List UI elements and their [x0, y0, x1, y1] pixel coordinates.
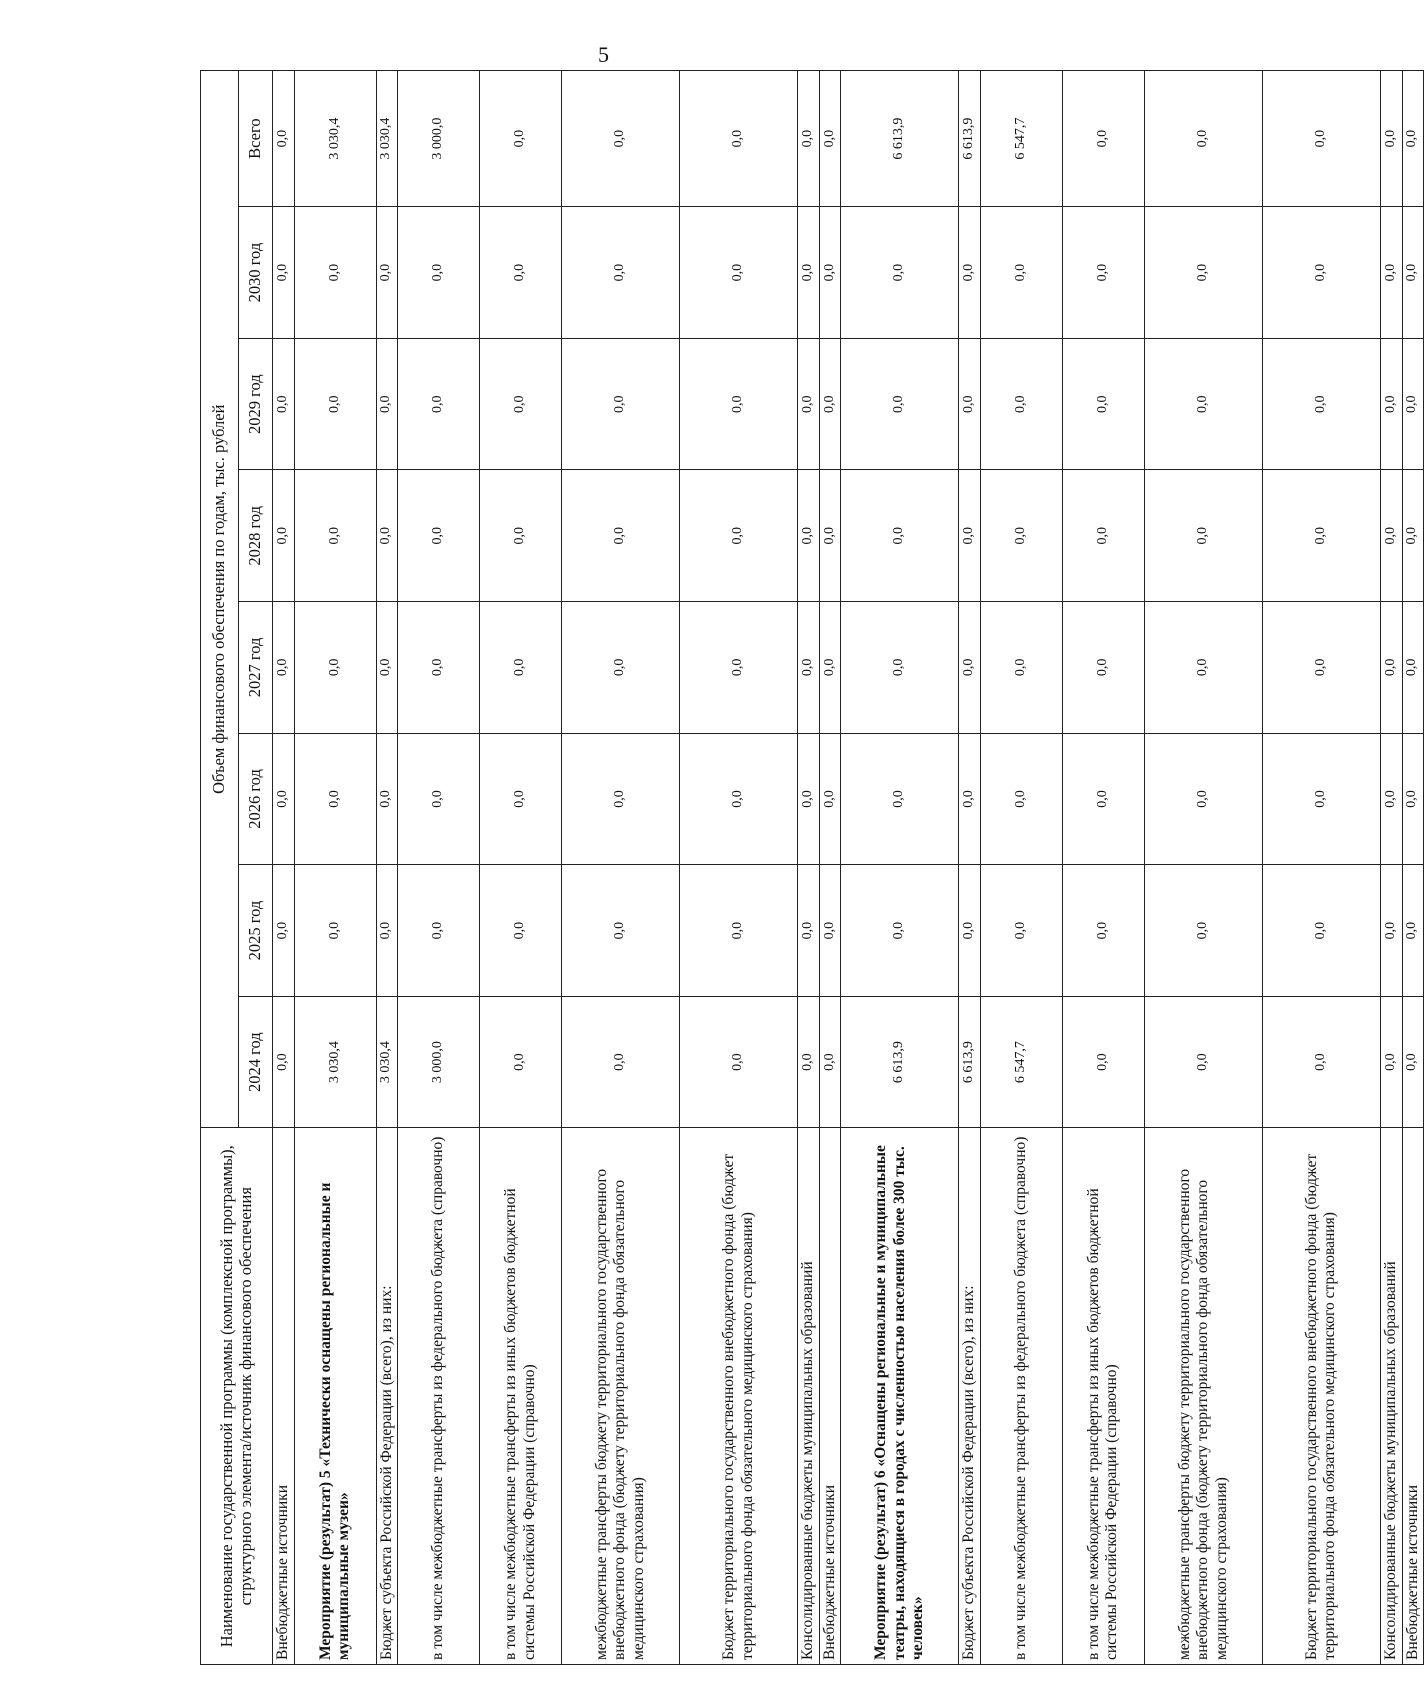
total-cell: 0,0: [562, 71, 680, 207]
page-number: 5: [598, 42, 609, 67]
value-cell: 0,0: [1402, 470, 1424, 602]
value-cell: 0,0: [1062, 338, 1144, 470]
value-cell: 0,0: [1402, 602, 1424, 734]
value-cell: 0,0: [273, 338, 295, 470]
total-cell: 0,0: [480, 71, 562, 207]
table-row: [680, 71, 798, 1665]
value-cell: 0,0: [959, 470, 981, 602]
year-header: 2027 год: [239, 602, 273, 734]
value-cell: 0,0: [1262, 865, 1380, 997]
value-cell: 0,0: [376, 207, 398, 339]
value-cell: 0,0: [819, 733, 841, 865]
value-cell: 0,0: [294, 470, 376, 602]
value-cell: 0,0: [959, 338, 981, 470]
row-label: в том числе межбюджетные трансферты из иных бюджетов бюджетной системы Российской Федерации (справочно): [480, 1128, 562, 1665]
row-label: Мероприятие (результат) 6 «Оснащены региональные и муниципальные театры, находящиеся в городах с численностью населения более 300 тыс. человек»: [841, 1128, 959, 1665]
table-row: [480, 71, 562, 1665]
value-cell: 0,0: [376, 338, 398, 470]
value-cell: 0,0: [841, 865, 959, 997]
rotated-table-container: [200, 70, 1421, 1665]
row-label: в том числе межбюджетные трансферты из иных бюджетов бюджетной системы Российской Федерации (справочно): [1062, 1128, 1144, 1665]
value-cell: 0,0: [1380, 602, 1402, 734]
total-cell: 0,0: [273, 71, 295, 207]
value-cell: 0,0: [680, 338, 798, 470]
value-cell: 0,0: [841, 470, 959, 602]
value-cell: 0,0: [1402, 996, 1424, 1128]
table-row: [398, 71, 480, 1665]
total-cell: 0,0: [1402, 71, 1424, 207]
value-cell: 3 000,0: [398, 996, 480, 1128]
value-cell: 0,0: [1402, 338, 1424, 470]
value-cell: 0,0: [562, 865, 680, 997]
total-cell: 0,0: [1144, 71, 1262, 207]
value-cell: 0,0: [480, 602, 562, 734]
value-cell: 0,0: [980, 470, 1062, 602]
value-cell: 0,0: [1380, 338, 1402, 470]
value-cell: 0,0: [1144, 470, 1262, 602]
value-cell: 0,0: [562, 207, 680, 339]
value-cell: 0,0: [1062, 865, 1144, 997]
total-cell: 3 000,0: [398, 71, 480, 207]
value-cell: 0,0: [980, 733, 1062, 865]
value-cell: 0,0: [819, 470, 841, 602]
volume-column-header: Объем финансового обеспечения по годам, тыс. рублей: [201, 71, 239, 1128]
row-label: Мероприятие (результат) 5 «Технически оснащены региональные и муниципальные музеи»: [294, 1128, 376, 1665]
table-row: [376, 71, 398, 1665]
value-cell: 0,0: [294, 338, 376, 470]
value-cell: 0,0: [273, 207, 295, 339]
value-cell: 0,0: [1144, 338, 1262, 470]
year-header: 2028 год: [239, 470, 273, 602]
row-label: Внебюджетные источники: [819, 1128, 841, 1665]
year-header: 2029 год: [239, 338, 273, 470]
value-cell: 0,0: [1144, 207, 1262, 339]
value-cell: 0,0: [1402, 207, 1424, 339]
total-cell: 6 547,7: [980, 71, 1062, 207]
value-cell: 0,0: [819, 602, 841, 734]
value-cell: 0,0: [1062, 733, 1144, 865]
value-cell: 0,0: [1144, 733, 1262, 865]
value-cell: 0,0: [562, 602, 680, 734]
value-cell: 0,0: [980, 207, 1062, 339]
value-cell: 0,0: [273, 996, 295, 1128]
row-label: Консолидированные бюджеты муниципальных образований: [798, 1128, 820, 1665]
row-label: Бюджет субъекта Российской Федерации (всего), из них:: [376, 1128, 398, 1665]
value-cell: 0,0: [562, 996, 680, 1128]
value-cell: 0,0: [980, 338, 1062, 470]
value-cell: 0,0: [680, 470, 798, 602]
total-cell: 0,0: [1380, 71, 1402, 207]
value-cell: 3 030,4: [294, 996, 376, 1128]
value-cell: 0,0: [480, 733, 562, 865]
total-cell: 3 030,4: [294, 71, 376, 207]
value-cell: 0,0: [273, 602, 295, 734]
total-cell: 0,0: [819, 71, 841, 207]
table-row: [273, 71, 295, 1665]
total-header: Всего: [239, 71, 273, 207]
value-cell: 0,0: [398, 338, 480, 470]
row-label: межбюджетные трансферты бюджету территориального государственного внебюджетного фонда (бюджету территориального фонда обязательного медицинского страхования): [1144, 1128, 1262, 1665]
table-row: [1262, 71, 1380, 1665]
table-row: [1062, 71, 1144, 1665]
row-label: Бюджет субъекта Российской Федерации (всего), из них:: [959, 1128, 981, 1665]
value-cell: 0,0: [1380, 733, 1402, 865]
row-label: Внебюджетные источники: [1402, 1128, 1424, 1665]
value-cell: 0,0: [959, 733, 981, 865]
value-cell: 0,0: [480, 996, 562, 1128]
value-cell: 0,0: [1262, 207, 1380, 339]
row-label: Бюджет территориального государственного внебюджетного фонда (бюджет территориального фонда обязательного медицинского страхования): [680, 1128, 798, 1665]
value-cell: 0,0: [562, 470, 680, 602]
year-header: 2024 год: [239, 996, 273, 1128]
row-label: в том числе межбюджетные трансферты из федерального бюджета (справочно): [980, 1128, 1062, 1665]
value-cell: 0,0: [480, 207, 562, 339]
financing-table: [200, 70, 1424, 1665]
value-cell: 0,0: [480, 865, 562, 997]
value-cell: 0,0: [841, 733, 959, 865]
row-label: в том числе межбюджетные трансферты из федерального бюджета (справочно): [398, 1128, 480, 1665]
value-cell: 0,0: [798, 470, 820, 602]
value-cell: 0,0: [680, 865, 798, 997]
table-row: [1402, 71, 1424, 1665]
header-row-1: [201, 71, 239, 1665]
value-cell: 0,0: [1380, 865, 1402, 997]
value-cell: 0,0: [376, 470, 398, 602]
value-cell: 0,0: [273, 733, 295, 865]
row-label: Бюджет территориального государственного внебюджетного фонда (бюджет территориального фонда обязательного медицинского страхования): [1262, 1128, 1380, 1665]
total-cell: 0,0: [798, 71, 820, 207]
value-cell: 0,0: [1062, 470, 1144, 602]
table-row: [980, 71, 1062, 1665]
value-cell: 0,0: [376, 865, 398, 997]
value-cell: 0,0: [376, 733, 398, 865]
value-cell: 0,0: [398, 865, 480, 997]
value-cell: 0,0: [959, 865, 981, 997]
value-cell: 0,0: [294, 733, 376, 865]
value-cell: 0,0: [1262, 470, 1380, 602]
value-cell: 0,0: [980, 602, 1062, 734]
table-row: [819, 71, 841, 1665]
value-cell: 0,0: [959, 602, 981, 734]
year-header: 2030 год: [239, 207, 273, 339]
row-label: межбюджетные трансферты бюджету территориального государственного внебюджетного фонда (бюджету территориального фонда обязательного медицинского страхования): [562, 1128, 680, 1665]
total-cell: 3 030,4: [376, 71, 398, 207]
value-cell: 0,0: [1144, 865, 1262, 997]
value-cell: 0,0: [1262, 996, 1380, 1128]
total-cell: 0,0: [680, 71, 798, 207]
total-cell: 0,0: [1062, 71, 1144, 207]
value-cell: 0,0: [680, 996, 798, 1128]
value-cell: 0,0: [562, 733, 680, 865]
row-label: Консолидированные бюджеты муниципальных образований: [1380, 1128, 1402, 1665]
value-cell: 0,0: [959, 207, 981, 339]
value-cell: 0,0: [1380, 470, 1402, 602]
table-row: [562, 71, 680, 1665]
total-cell: 6 613,9: [841, 71, 959, 207]
value-cell: 0,0: [841, 602, 959, 734]
value-cell: 6 613,9: [959, 996, 981, 1128]
value-cell: 0,0: [1402, 733, 1424, 865]
value-cell: 0,0: [1262, 602, 1380, 734]
value-cell: 0,0: [798, 602, 820, 734]
value-cell: 0,0: [798, 733, 820, 865]
value-cell: 0,0: [1144, 602, 1262, 734]
value-cell: 0,0: [680, 602, 798, 734]
value-cell: 0,0: [1062, 207, 1144, 339]
value-cell: 0,0: [294, 602, 376, 734]
value-cell: 0,0: [1380, 207, 1402, 339]
value-cell: 0,0: [1262, 338, 1380, 470]
year-header: 2025 год: [239, 865, 273, 997]
table-row: [1144, 71, 1262, 1665]
value-cell: 0,0: [819, 338, 841, 470]
table-row: [798, 71, 820, 1665]
value-cell: 0,0: [1380, 996, 1402, 1128]
table-row: [959, 71, 981, 1665]
value-cell: 0,0: [680, 733, 798, 865]
value-cell: 3 030,4: [376, 996, 398, 1128]
total-cell: 0,0: [1262, 71, 1380, 207]
value-cell: 0,0: [294, 207, 376, 339]
value-cell: 0,0: [398, 733, 480, 865]
value-cell: 0,0: [1262, 733, 1380, 865]
value-cell: 6 547,7: [980, 996, 1062, 1128]
table-row: [294, 71, 376, 1665]
value-cell: 0,0: [273, 470, 295, 602]
value-cell: 0,0: [562, 338, 680, 470]
value-cell: 0,0: [1402, 865, 1424, 997]
value-cell: 0,0: [398, 470, 480, 602]
name-column-header: Наименование государственной программы (комплексной программы), структурного элемента/источник финансового обеспечения: [201, 1128, 273, 1665]
table-row: [841, 71, 959, 1665]
value-cell: 0,0: [798, 207, 820, 339]
value-cell: 6 613,9: [841, 996, 959, 1128]
value-cell: 0,0: [1144, 996, 1262, 1128]
value-cell: 0,0: [376, 602, 398, 734]
value-cell: 0,0: [798, 338, 820, 470]
value-cell: 0,0: [398, 207, 480, 339]
total-cell: 6 613,9: [959, 71, 981, 207]
value-cell: 0,0: [273, 865, 295, 997]
value-cell: 0,0: [980, 865, 1062, 997]
value-cell: 0,0: [841, 338, 959, 470]
year-header: 2026 год: [239, 733, 273, 865]
table-row: [1380, 71, 1402, 1665]
value-cell: 0,0: [798, 996, 820, 1128]
value-cell: 0,0: [841, 207, 959, 339]
value-cell: 0,0: [294, 865, 376, 997]
value-cell: 0,0: [480, 338, 562, 470]
row-label: Внебюджетные источники: [273, 1128, 295, 1665]
value-cell: 0,0: [1062, 996, 1144, 1128]
value-cell: 0,0: [798, 865, 820, 997]
value-cell: 0,0: [819, 207, 841, 339]
value-cell: 0,0: [680, 207, 798, 339]
value-cell: 0,0: [819, 865, 841, 997]
value-cell: 0,0: [1062, 602, 1144, 734]
value-cell: 0,0: [480, 470, 562, 602]
value-cell: 0,0: [819, 996, 841, 1128]
value-cell: 0,0: [398, 602, 480, 734]
